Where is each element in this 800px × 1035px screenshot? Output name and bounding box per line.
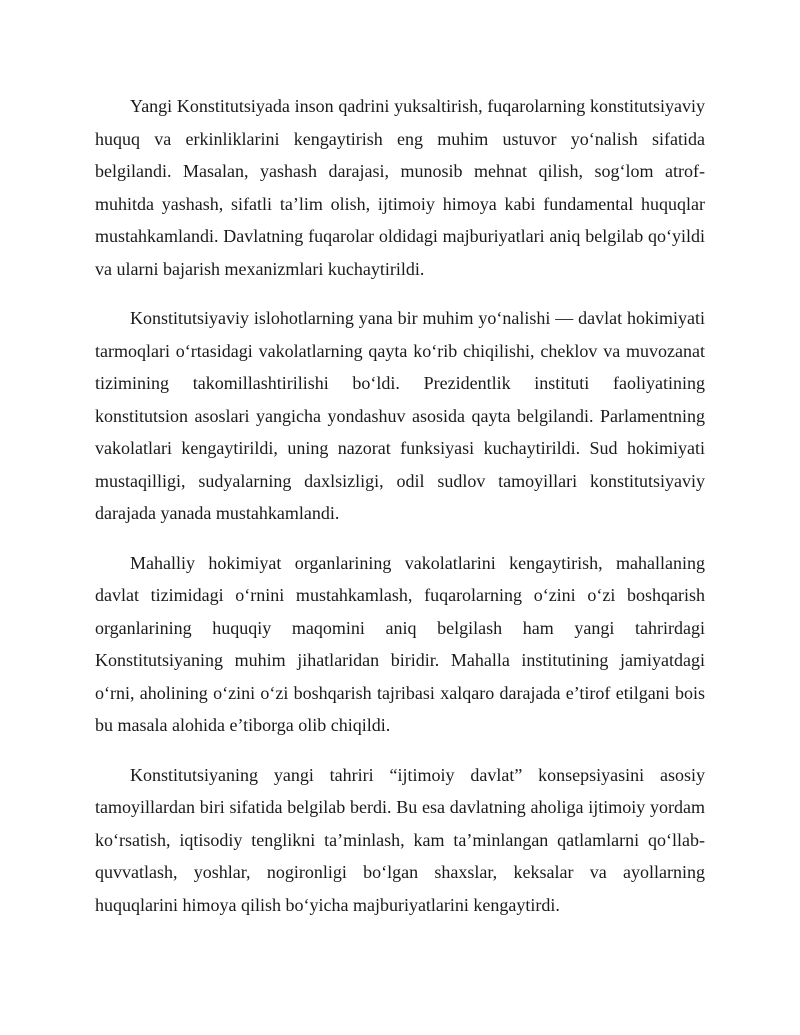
paragraph-social-state: Konstitutsiyaning yangi tahriri “ijtimoiy davlat” konsepsiyasini asosiy tamoyillardan biri sifatida belgilab berdi. Bu esa davlatning aholiga ijtimoiy yordam ko‘rsatish, iqtisodiy tenglikni ta’minlash, kam ta’minlangan qatlamlarni qo‘llab-quvvatlash, yoshlar, nogironligi bo‘lgan shaxslar, keksalar va ayollarning huquqlarini himoya qilish bo‘yicha majburiyatlarini kengaytirdi. [95,764,705,915]
document-body [95,90,705,938]
paragraph-branches-of-power: Konstitutsiyaviy islohotlarning yana bir muhim yo‘nalishi — davlat hokimiyati tarmoqlari o‘rtasidagi vakolatlarning qayta ko‘rib chiqilishi, cheklov va muvozanat tizimining takomillashtirilishi bo‘ldi. Prezidentlik instituti faoliyatining konstitutsion asoslari yangicha yondashuv asosida qayta belgilandi. Parlamentning vakolatlari kengaytirildi, uning nazorat funksiyasi kuchaytirildi. Sud hokimiyati mustaqilligi, sudyalarning daxlsizligi, odil sudlov tamoyillari konstitutsiyaviy darajada yanada mustahkamlandi. [95,308,705,523]
paragraph-human-dignity: Yangi Konstitutsiyada inson qadrini yuksaltirish, fuqarolarning konstitutsiyaviy huquq va erkinliklarini kengaytirish eng muhim ustuvor yo‘nalish sifatida belgilandi. Masalan, yashash darajasi, munosib mehnat qilish, sog‘lom atrof-muhitda yashash, sifatli ta’lim olish, ijtimoiy himoya kabi fundamental huquqlar mustahkamlandi. Davlatning fuqarolar oldidagi majburiyatlari aniq belgilab qo‘yildi va ularni bajarish mexanizmlari kuchaytirildi. [95,96,705,279]
paragraph-local-government: Mahalliy hokimiyat organlarining vakolatlarini kengaytirish, mahallaning davlat tizimidagi o‘rnini mustahkamlash, fuqarolarning o‘zini o‘zi boshqarish organlarining huquqiy maqomini aniq belgilash ham yangi tahrirdagi Konstitutsiyaning muhim jihatlaridan biridir. Mahalla institutining jamiyatdagi o‘rni, aholining o‘zini o‘zi boshqarish tajribasi xalqaro darajada e’tirof etilgani bois bu masala alohida e’tiborga olib chiqildi. [95,552,705,735]
